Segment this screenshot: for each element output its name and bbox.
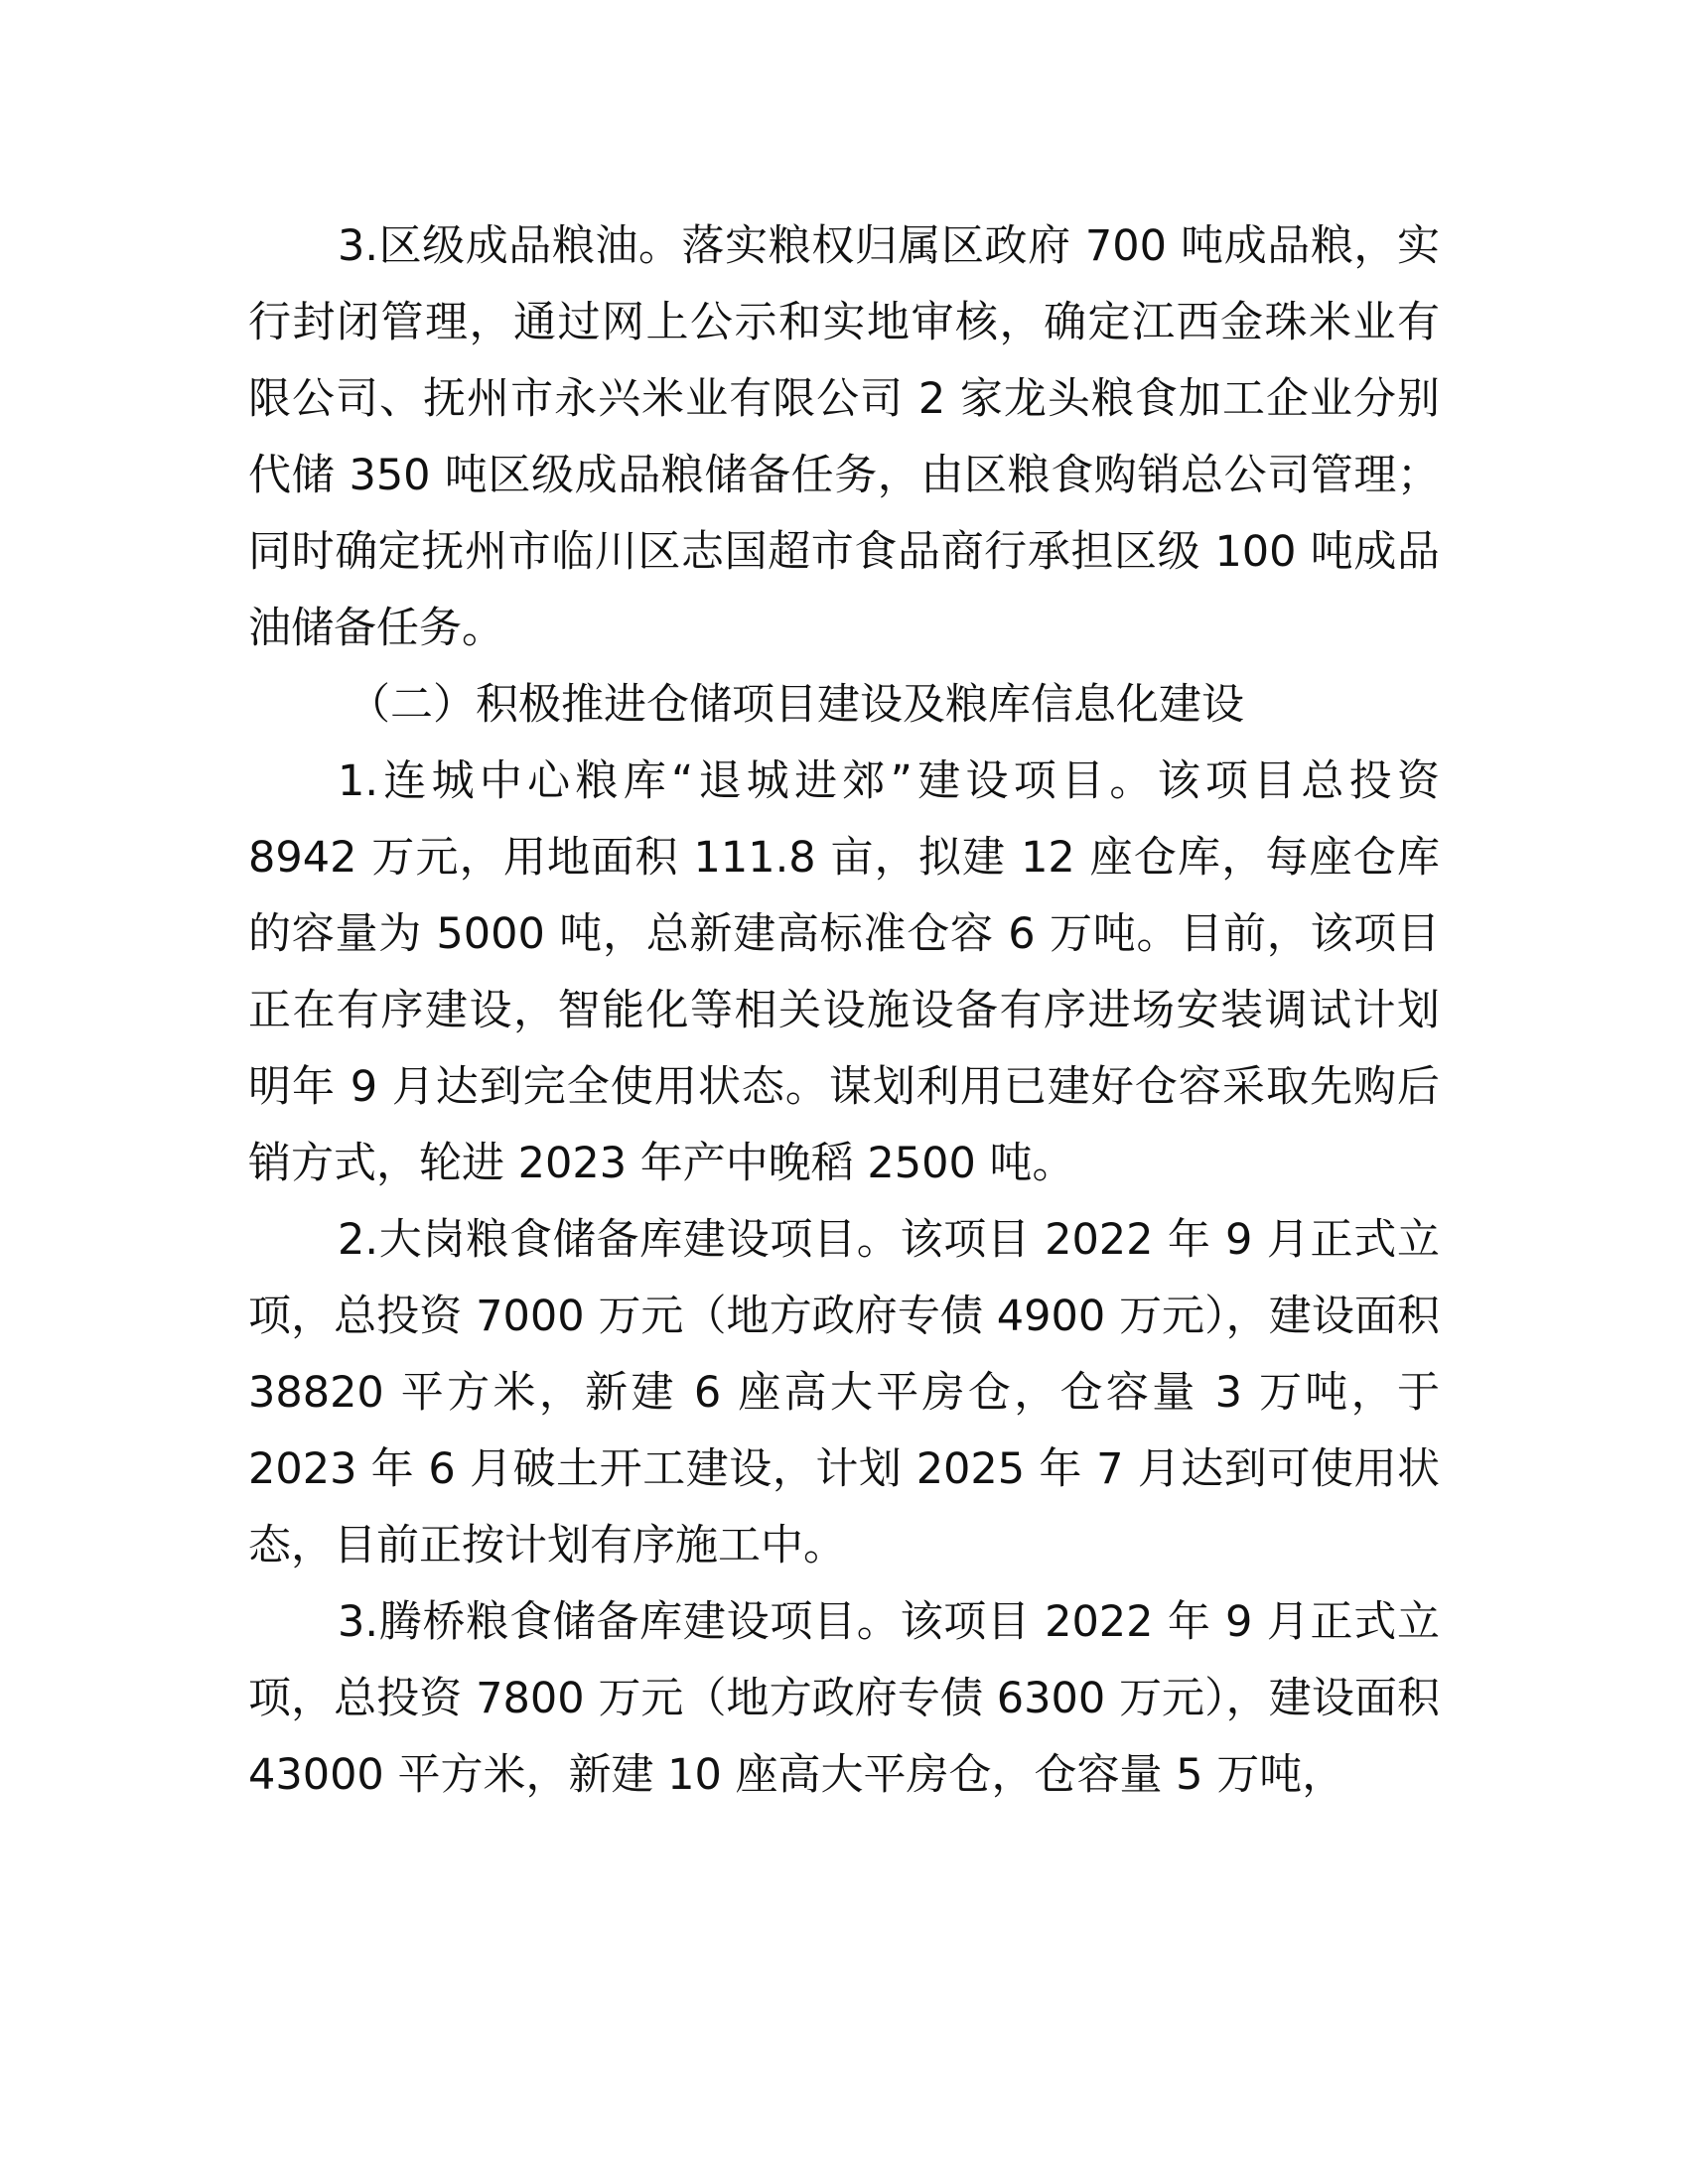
section-heading-storage-projects: （二）积极推进仓储项目建设及粮库信息化建设: [348, 680, 1244, 730]
document-page: [248, 208, 1440, 1814]
paragraph-dagang-project: 2.大岗粮食储备库建设项目。该项目 2022 年 9 月正式立项，总投资 7000 万元（地方政府专债 4900 万元），建设面积 38820 平方米，新建 6 座高大平房仓，仓容量 3 万吨，于 2023 年 6 月破土开工建设，计划 2025 年 7 月达到可使用状态，目前正按计划有序施工中。: [248, 1215, 1440, 1570]
paragraph-liancheng-project: 1.连城中心粮库“退城进郊”建设项目。该项目总投资 8942 万元，用地面积 111.8 亩，拟建 12 座仓库，每座仓库的容量为 5000 吨，总新建高标准仓容 6 万吨。目前，该项目正在有序建设，智能化等相关设施设备有序进场安装调试计划明年 9 月达到完全使用状态。谋划利用已建好仓容采取先购后销方式，轮进 2023 年产中晚稻 2500 吨。: [248, 756, 1440, 1188]
paragraph-district-grain-oil: 3.区级成品粮油。落实粮权归属区政府 700 吨成品粮，实行封闭管理，通过网上公示和实地审核，确定江西金珠米业有限公司、抚州市永兴米业有限公司 2 家龙头粮食加工企业分别代储 350 吨区级成品粮储备任务，由区粮食购销总公司管理；同时确定抚州市临川区志国超市食品商行承担区级 100 吨成品油储备任务。: [248, 221, 1440, 653]
paragraph-tengqiao-project: 3.腾桥粮食储备库建设项目。该项目 2022 年 9 月正式立项，总投资 7800 万元（地方政府专债 6300 万元），建设面积 43000 平方米，新建 10 座高大平房仓，仓容量 5 万吨，: [248, 1597, 1440, 1800]
